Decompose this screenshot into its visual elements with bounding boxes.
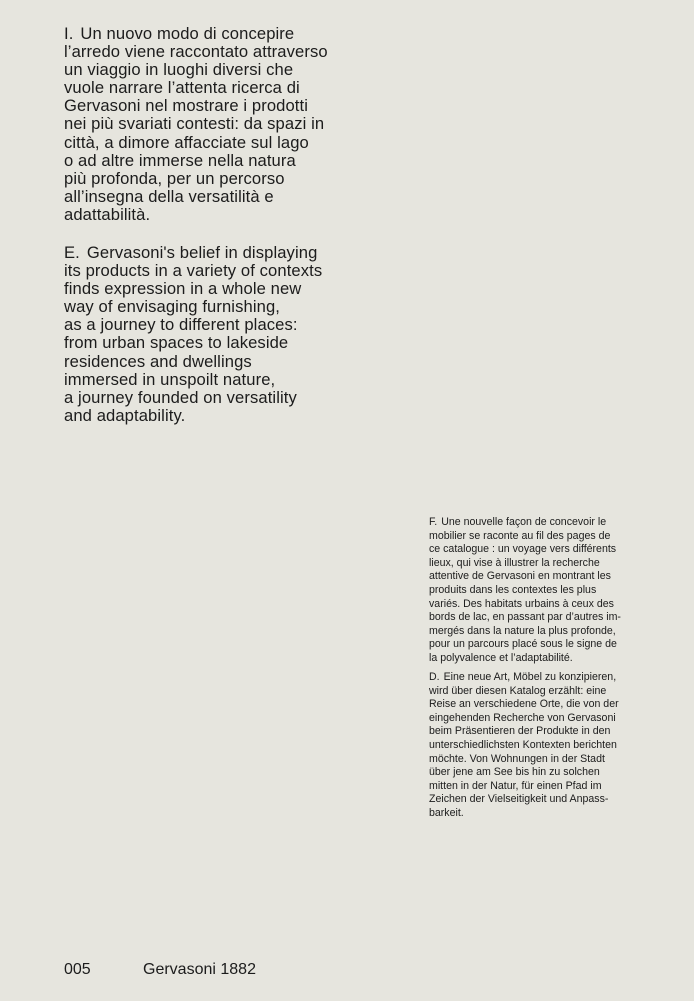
text-line: adattabilità.: [64, 204, 151, 224]
language-marker-german: D.: [429, 671, 440, 683]
text-line: l’arredo viene raccontato attraverso: [64, 42, 328, 62]
text-line: a journey founded on versatility: [64, 387, 297, 407]
text-line: über jene am See bis hin zu solchen: [429, 766, 600, 779]
text-line: barkeit.: [429, 806, 464, 819]
text-line: produits dans les contextes les plus: [429, 583, 597, 596]
text-line: F. Une nouvelle façon de concevoir le: [429, 516, 607, 528]
text-line: möchte. Von Wohnungen in der Stadt: [429, 752, 605, 765]
text-line: ce catalogue : un voyage vers différents: [429, 543, 617, 556]
text-line: its products in a variety of contexts: [64, 261, 323, 281]
page-footer: [64, 960, 256, 980]
text-line: residences and dwellings: [64, 351, 252, 371]
language-marker-italian: I.: [64, 24, 74, 43]
text-line: pour un parcours placé sous le signe de: [429, 638, 617, 651]
text-line: finds expression in a whole new: [64, 279, 302, 299]
text-line: beim Präsentieren der Produkte in den: [429, 725, 611, 738]
language-marker-english: E.: [64, 243, 80, 262]
footer-brand: Gervasoni 1882: [143, 961, 256, 978]
intro-text-english: [64, 244, 374, 425]
text-line: mobilier se raconte au fil des pages de: [429, 529, 611, 542]
text-line: immersed in unspoilt nature,: [64, 369, 276, 389]
text-line: nei più svariati contesti: da spazi in: [64, 114, 325, 134]
text-line: way of envisaging furnishing,: [64, 297, 280, 317]
text-line: un viaggio in luoghi diversi che: [64, 60, 294, 80]
text-line: Reise an verschiedene Orte, die von der: [429, 698, 619, 711]
page-number: 005: [64, 961, 91, 978]
text-line: Gervasoni nel mostrare i prodotti: [64, 96, 309, 116]
text-line: E. Gervasoni's belief in displaying: [64, 243, 318, 262]
text-line: o ad altre immerse nella natura: [64, 150, 296, 170]
text-line: vuole narrare l’attenta ricerca di: [64, 78, 300, 98]
text-line: la polyvalence et l’adaptabilité.: [429, 651, 573, 664]
text-line: wird über diesen Katalog erzählt: eine: [429, 684, 607, 697]
text-line: attentive de Gervasoni en montrant les: [429, 570, 611, 583]
text-line: Zeichen der Vielseitigkeit und Anpass-: [429, 793, 609, 806]
text-line: mergés dans la nature la plus profonde,: [429, 624, 616, 637]
text-line: from urban spaces to lakeside: [64, 333, 289, 353]
intro-text-french: [429, 516, 669, 666]
intro-text-german: [429, 671, 669, 821]
text-line: bords de lac, en passant par d’autres im-: [429, 611, 621, 624]
text-line: I. Un nuovo modo di concepire: [64, 24, 295, 43]
language-marker-french: F.: [429, 516, 438, 528]
text-line: as a journey to different places:: [64, 315, 298, 335]
text-line: all’insegna della versatilità e: [64, 186, 274, 206]
text-line: mitten in der Natur, für einen Pfad im: [429, 779, 602, 792]
intro-text-italian: [64, 25, 374, 224]
text-line: D. Eine neue Art, Möbel zu konzipieren,: [429, 671, 617, 683]
text-line: lieux, qui vise à illustrer la recherche: [429, 556, 600, 569]
text-line: città, a dimore affacciate sul lago: [64, 132, 309, 152]
text-line: unterschiedlichsten Kontexten berichten: [429, 738, 617, 751]
text-line: and adaptability.: [64, 405, 186, 425]
text-line: variés. Des habitats urbains à ceux des: [429, 597, 614, 610]
text-line: eingehenden Recherche von Gervasoni: [429, 711, 616, 724]
text-line: più profonda, per un percorso: [64, 168, 285, 188]
